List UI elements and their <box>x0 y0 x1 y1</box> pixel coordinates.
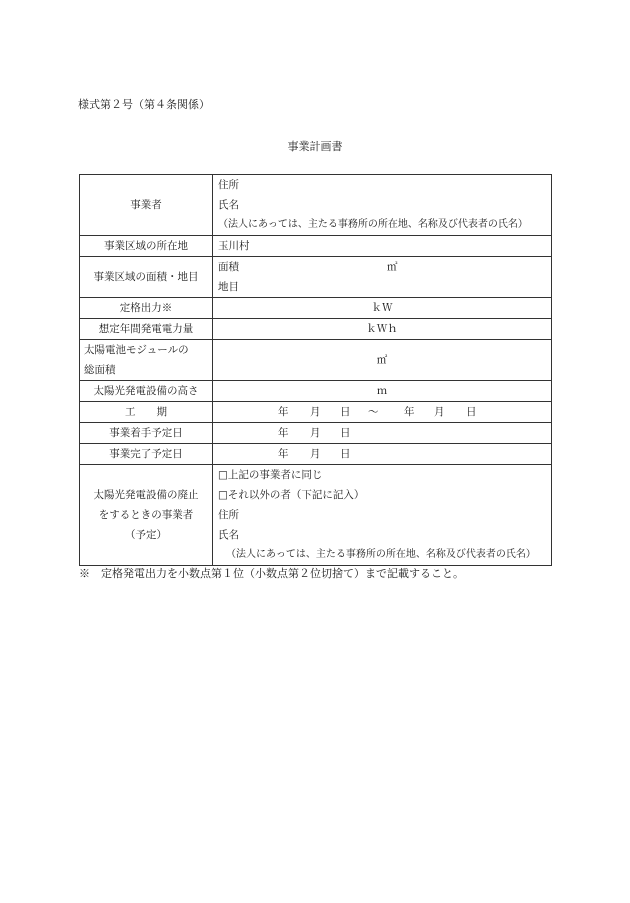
decommission-label-line3: （予定） <box>125 529 167 541</box>
area-size-label: 面積 <box>218 261 239 273</box>
annual-generation-unit: ｋＷｈ <box>366 322 398 335</box>
start-day: 日 <box>340 427 351 439</box>
rated-output-field[interactable] <box>213 298 552 319</box>
operator-name-label: 氏名 <box>218 199 239 211</box>
completion-year: 年 <box>278 448 289 460</box>
document-title: 事業計画書 <box>287 140 343 153</box>
row-rated-output <box>80 298 552 319</box>
decommission-address-label: 住所 <box>218 509 239 521</box>
construction-period-label: 工 期 <box>80 402 213 423</box>
completion-date-field[interactable] <box>213 444 552 465</box>
module-area-field[interactable] <box>213 340 552 381</box>
option-other-checkbox[interactable]: □それ以外の者（下記に記入） <box>218 489 365 501</box>
completion-day: 日 <box>340 448 351 460</box>
module-area-label-line2: 総面積 <box>84 364 116 376</box>
start-date-field[interactable] <box>213 423 552 444</box>
period-start-year: 年 <box>278 406 289 418</box>
period-separator: ～ <box>368 406 379 418</box>
annual-generation-label: 想定年間発電電力量 <box>80 319 213 340</box>
decommission-label <box>80 465 213 566</box>
rated-output-unit: ｋＷ <box>371 301 393 314</box>
module-area-label <box>80 340 213 381</box>
facility-height-unit: ｍ <box>376 384 388 397</box>
row-module-area <box>80 340 552 381</box>
row-location <box>80 236 552 257</box>
row-facility-height <box>80 381 552 402</box>
row-construction-period <box>80 402 552 423</box>
business-plan-table <box>79 174 552 566</box>
option-same-checkbox[interactable]: □上記の事業者に同じ <box>218 469 323 481</box>
rated-output-label: 定格出力※ <box>80 298 213 319</box>
module-area-unit: ㎡ <box>376 353 388 366</box>
footnote: ※ 定格発電出力を小数点第１位（小数点第２位切捨て）まで記載すること。 <box>79 567 464 580</box>
facility-height-field[interactable] <box>213 381 552 402</box>
decommission-name-label: 氏名 <box>218 529 239 541</box>
completion-date-label: 事業完了予定日 <box>80 444 213 465</box>
decommission-field[interactable] <box>213 465 552 566</box>
row-annual-generation <box>80 319 552 340</box>
annual-generation-field[interactable] <box>213 319 552 340</box>
construction-period-field[interactable] <box>213 402 552 423</box>
period-start-day: 日 <box>340 406 351 418</box>
decommission-note: （法人にあっては、主たる事務所の所在地、名称及び代表者の氏名） <box>226 549 536 560</box>
land-category-label: 地目 <box>218 281 239 293</box>
facility-height-label: 太陽光発電設備の高さ <box>80 381 213 402</box>
operator-field[interactable] <box>213 175 552 236</box>
area-label: 事業区域の面積・地目 <box>80 257 213 298</box>
row-completion-date <box>80 444 552 465</box>
row-area <box>80 257 552 298</box>
period-start-month: 月 <box>310 406 321 418</box>
completion-month: 月 <box>310 448 321 460</box>
location-field[interactable]: 玉川村 <box>213 236 552 257</box>
decommission-label-line2: をするときの事業者 <box>98 509 194 521</box>
operator-address-label: 住所 <box>218 179 239 191</box>
operator-label: 事業者 <box>80 175 213 236</box>
row-operator <box>80 175 552 236</box>
row-decommission <box>80 465 552 566</box>
period-end-day: 日 <box>466 406 477 418</box>
start-month: 月 <box>310 427 321 439</box>
decommission-label-line1: 太陽光発電設備の廃止 <box>93 489 199 501</box>
operator-note: （法人にあっては、主たる事務所の所在地、名称及び代表者の氏名） <box>218 219 528 230</box>
period-end-year: 年 <box>404 406 415 418</box>
start-date-label: 事業着手予定日 <box>80 423 213 444</box>
form-number: 様式第２号（第４条関係） <box>78 98 210 111</box>
start-year: 年 <box>278 427 289 439</box>
area-unit: ㎡ <box>387 261 398 273</box>
period-end-month: 月 <box>434 406 445 418</box>
row-start-date <box>80 423 552 444</box>
area-field[interactable] <box>213 257 552 298</box>
module-area-label-line1: 太陽電池モジュールの <box>84 344 189 356</box>
location-label: 事業区域の所在地 <box>80 236 213 257</box>
